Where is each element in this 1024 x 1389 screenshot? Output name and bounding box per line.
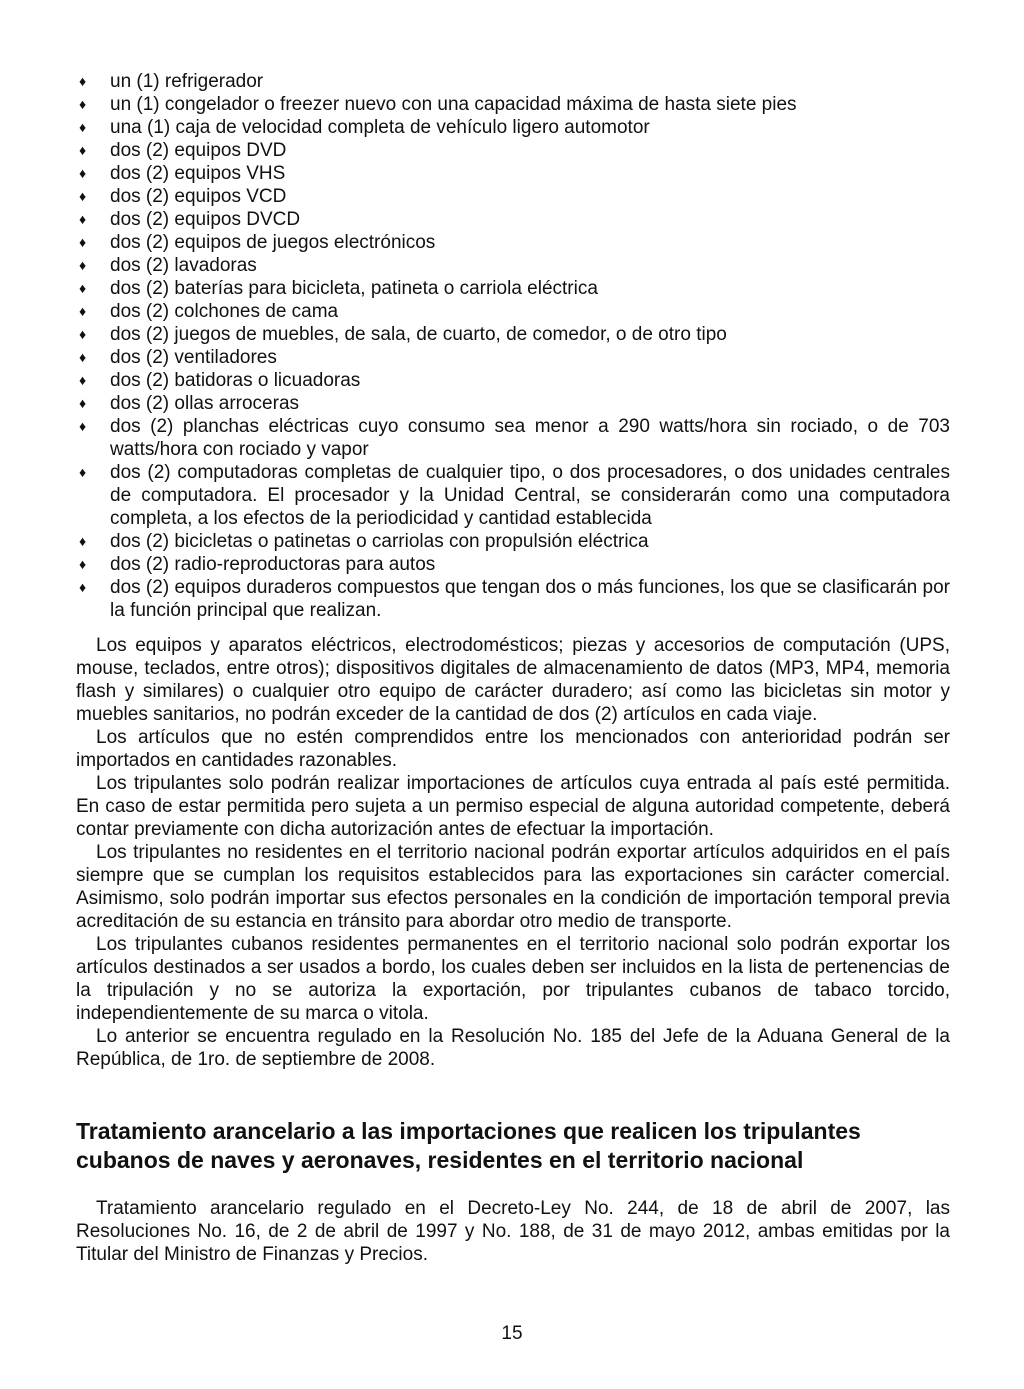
bullet-text: una (1) caja de velocidad completa de vehículo ligero automotor [110,117,650,138]
bullet-list-item [76,208,950,231]
bullet-text: dos (2) equipos VHS [110,163,286,184]
bullet-list-item [76,93,950,116]
bullet-list-item [76,553,950,576]
body-paragraph: Los artículos que no estén comprendidos entre los mencionados con anterioridad podrán ser importados en cantidades razonables. [76,727,950,771]
bullet-text: dos (2) planchas eléctricas cuyo consumo sea menor a 290 watts/hora sin rociado, o de 703 watts/hora con rociado y vapor [110,416,950,460]
bullet-text: dos (2) lavadoras [110,255,257,276]
bullet-text: dos (2) equipos VCD [110,186,287,207]
bullet-text: un (1) refrigerador [110,71,264,92]
diamond-bullet-icon: ♦ [79,464,87,480]
diamond-bullet-icon: ♦ [79,142,87,158]
bullet-list-item [76,277,950,300]
bullet-list-item [76,254,950,277]
body-paragraph: Lo anterior se encuentra regulado en la Resolución No. 185 del Jefe de la Aduana General de la República, de 1ro. de septiembre de 2008. [76,1026,950,1070]
diamond-bullet-icon: ♦ [79,188,87,204]
bullet-list-item [76,116,950,139]
bullet-text: dos (2) baterías para bicicleta, patineta o carriola eléctrica [110,278,598,299]
bullet-text: dos (2) computadoras completas de cualquier tipo, o dos procesadores, o dos unidades centrales de computadora. El procesador y la Unidad Central, se considerarán como una computadora completa, a los efectos de la periodicidad y cantidad establecida [110,462,950,529]
section-body-paragraph: Tratamiento arancelario regulado en el Decreto-Ley No. 244, de 18 de abril de 2007, las Resoluciones No. 16, de 2 de abril de 1997 y No. 188, de 31 de mayo 2012, ambas emitidas por la Titular del Ministro de Finanzas y Precios. [76,1198,950,1265]
bullet-text: dos (2) batidoras o licuadoras [110,370,361,391]
bullet-list-item [76,162,950,185]
bullet-list-item [76,392,950,415]
bullet-text: dos (2) equipos DVCD [110,209,301,230]
bullet-list-item [76,70,950,93]
body-paragraph: Los tripulantes cubanos residentes permanentes en el territorio nacional solo podrán exportar los artículos destinados a ser usados a bordo, los cuales deben ser incluidos en la lista de pertenencias de la tripulación y no se autoriza la exportación, por tripulantes cubanos de tabaco torcido, independientemente de su marca o vitola. [76,934,950,1024]
diamond-bullet-icon: ♦ [79,372,87,388]
body-paragraphs [76,634,950,1071]
bullet-text: dos (2) equipos DVD [110,140,287,161]
diamond-bullet-icon: ♦ [79,211,87,227]
diamond-bullet-icon: ♦ [79,418,87,434]
diamond-bullet-icon: ♦ [79,96,87,112]
diamond-bullet-icon: ♦ [79,533,87,549]
bullet-text: dos (2) ventiladores [110,347,277,368]
body-paragraph: Los tripulantes solo podrán realizar importaciones de artículos cuya entrada al país esté permitida. En caso de estar permitida pero sujeta a un permiso especial de alguna autoridad competente, deberá contar previamente con dicha autorización antes de efectuar la importación. [76,773,950,840]
diamond-bullet-icon: ♦ [79,73,87,89]
diamond-bullet-icon: ♦ [79,257,87,273]
diamond-bullet-icon: ♦ [79,234,87,250]
section-heading: Tratamiento arancelario a las importaciones que realicen los tripulantes cubanos de naves y aeronaves, residentes en el territorio nacional [76,1118,861,1173]
bullet-list-item [76,415,950,461]
diamond-bullet-icon: ♦ [79,119,87,135]
bullet-list-item [76,461,950,530]
bullet-text: dos (2) juegos de muebles, de sala, de cuarto, de comedor, o de otro tipo [110,324,727,345]
diamond-bullet-icon: ♦ [79,349,87,365]
diamond-bullet-icon: ♦ [79,280,87,296]
bullet-list-item [76,323,950,346]
items-bullet-list [76,70,950,622]
bullet-text: dos (2) bicicletas o patinetas o carriolas con propulsión eléctrica [110,531,649,552]
bullet-list-item [76,139,950,162]
bullet-text: dos (2) radio-reproductoras para autos [110,554,436,575]
diamond-bullet-icon: ♦ [79,326,87,342]
page-number: 15 [501,1323,523,1344]
bullet-list-item [76,185,950,208]
bullet-text: dos (2) equipos de juegos electrónicos [110,232,436,253]
diamond-bullet-icon: ♦ [79,556,87,572]
bullet-list-item [76,530,950,553]
bullet-text: un (1) congelador o freezer nuevo con una capacidad máxima de hasta siete pies [110,94,797,115]
bullet-text: dos (2) ollas arroceras [110,393,300,414]
diamond-bullet-icon: ♦ [79,303,87,319]
body-paragraph: Los tripulantes no residentes en el territorio nacional podrán exportar artículos adquiridos en el país siempre que se cumplan los requisitos establecidos para las exportaciones sin carácter comercial. Asimismo, solo podrán importar sus efectos personales en la condición de importación temporal previa acreditación de su estancia en tránsito para abordar otro medio de transporte. [76,842,950,932]
diamond-bullet-icon: ♦ [79,395,87,411]
bullet-list-item [76,576,950,622]
diamond-bullet-icon: ♦ [79,579,87,595]
bullet-text: dos (2) equipos duraderos compuestos que tengan dos o más funciones, los que se clasificarán por la función principal que realizan. [110,577,950,621]
document-page [76,70,950,1266]
diamond-bullet-icon: ♦ [79,165,87,181]
body-paragraph: Los equipos y aparatos eléctricos, electrodomésticos; piezas y accesorios de computación (UPS, mouse, teclados, entre otros); dispositivos digitales de almacenamiento de datos (MP3, MP4, memoria flash y similares) o cualquier otro equipo de carácter duradero; así como las bicicletas sin motor y muebles sanitarios, no podrán exceder de la cantidad de dos (2) artículos en cada viaje. [76,635,950,725]
bullet-list-item [76,369,950,392]
bullet-list-item [76,231,950,254]
bullet-list-item [76,346,950,369]
bullet-text: dos (2) colchones de cama [110,301,339,322]
bullet-list-item [76,300,950,323]
